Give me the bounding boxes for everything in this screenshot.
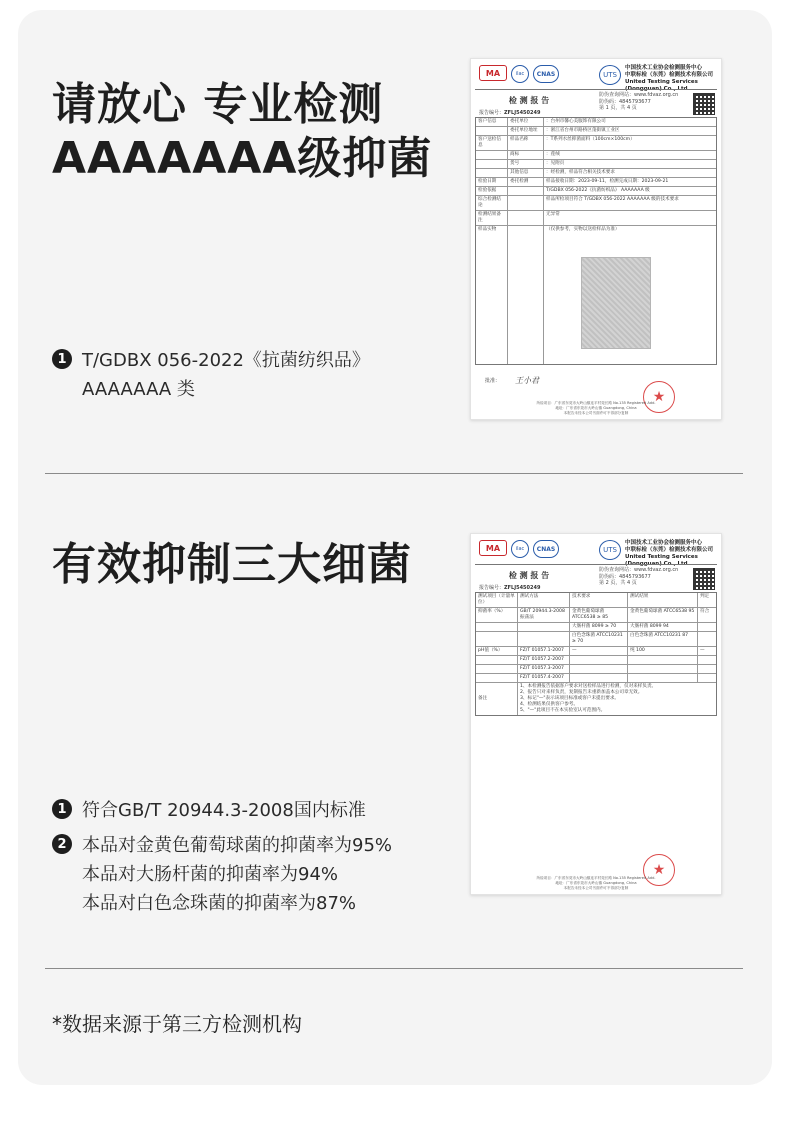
report-page: 第 1 页，共 4 页 [599,105,637,111]
table-cell: FZ/T 01057.2-2007 [518,656,570,664]
table-row [476,160,716,169]
table-cell: 检验日期 [476,178,508,186]
table-row [476,608,716,623]
footer-line: 本报告未经本公司书面许可不得部分复制 [563,886,629,890]
table-cell [508,196,544,210]
table-cell: ：浙江省台州市路桥区蓬街镇工业区 [546,128,620,133]
table-cell: ：莲绒 [546,152,560,157]
table-header-cell: 测试结果 [628,593,698,607]
table-cell: pH值（%） [476,647,518,655]
footer-line: 本报告未经本公司书面许可不得部分复制 [563,411,629,415]
table-cell: — [700,648,705,653]
ma-logo: MA [479,65,507,81]
table-cell [476,127,508,135]
table-cell: 样品所检项目符合 T/GDBX 056-2022 AAAAAAA 级的技术要求 [546,197,679,202]
qr-code-icon [693,93,715,115]
section1-point-1 [52,346,370,404]
org-name-en: United Testing Services [625,79,698,85]
signature: 王小君 [515,376,539,385]
table-cell: 大肠杆菌 8099 ≥ 70 [570,623,628,631]
cnas-logo: CNAS [533,65,559,83]
point-line: 本品对白色念珠菌的抑菌率为87% [82,893,357,914]
table-row [476,196,716,211]
table-row [476,665,716,674]
section1-headline [52,78,432,186]
table-cell: ：台州市馨心美服饰有限公司 [546,119,606,124]
report-info [599,92,678,112]
report-code: 防伪码：4845793677 [599,573,651,580]
table-cell [476,632,518,646]
table-cell: ：经检测，样品符合相关技术要求 [546,170,615,175]
table-cell [476,623,518,631]
table-cell [628,665,698,673]
uts-logo: UTS [599,65,621,85]
table-cell: 金黄色葡萄球菌 ATCC6538 ≥ 85 [570,608,628,622]
table-cell: 货号 [508,160,544,168]
table-row [476,169,716,178]
report-footer [471,401,721,416]
fabric-sample-image [581,257,651,349]
section-divider [45,968,743,969]
report-title: 检 测 报 告 [508,571,550,580]
org-name-en: United Testing Services [625,554,698,560]
table-cell: 样品实物 [476,226,508,364]
table-cell [476,674,518,682]
report-website: 防伪查询网站：www.fdvaz.org.cn [599,567,679,573]
report-number [479,584,540,591]
report-title: 检 测 报 告 [508,96,550,105]
note-line: 5、"—"此项目不在本实验室认可范围内。 [520,708,606,713]
table-row [476,656,716,665]
report-number-value: ZFLJ5450249 [504,585,541,591]
table-header-cell: 测试方法 [518,593,570,607]
report-info [599,567,678,587]
table-cell [570,665,628,673]
org-name-cn2: 中联标检（东莞）检测技术有限公司 [625,547,714,553]
table-cell [476,169,508,177]
table-row [476,178,716,187]
table-cell [698,632,716,646]
table-cell [518,623,570,631]
table-header-cell: 测试项目（计量单位） [476,593,518,607]
note-line: 3、标记"—"表示该项目标准或客户未提出要求。 [520,696,620,701]
table-cell [698,656,716,664]
footer-line: 地址：广东省东莞市大岭山镇 Guangdong, China [555,881,637,885]
table-cell [518,632,570,646]
official-stamp-icon: ★ [643,854,675,886]
section1-headline-line2: AAAAAAA级抑菌 [52,133,433,184]
point-line: T/GDBX 056-2022《抗菌纺织品》 [82,350,370,371]
table-cell: 无异常 [546,212,560,217]
number-badge-1: 1 [52,799,72,819]
report-website: 防伪查询网站：www.fdvaz.org.cn [599,92,679,98]
cnas-logo: CNAS [533,540,559,558]
table-cell: FZ/T 01057.4-2007 [518,674,570,682]
table-header-cell: 技术要求 [570,593,628,607]
table-cell [508,187,544,195]
table-header-cell: 判定 [700,594,710,599]
table-cell [476,160,508,168]
section-divider [45,473,743,474]
table-cell: 抑菌率（%） [476,608,518,622]
table-row [476,127,716,136]
table-cell: 样品名称 [508,136,544,150]
table-cell: ：见附页 [546,161,565,166]
ilac-logo: ilac [511,540,529,558]
ma-logo: MA [479,540,507,556]
uts-logo: UTS [599,540,621,560]
report-number-label: 报告编号： [479,585,505,591]
table-cell: 检测结果备注 [476,211,508,225]
report-page: 第 2 页，共 4 页 [599,580,637,586]
footer-line: 所检项目：广东省东莞市大岭山镇连平村莞长路 No.135 Registered Add. [536,401,656,405]
table-row [476,674,716,683]
test-report-page-2 [470,533,722,895]
table-cell [570,674,628,682]
table-row [476,136,716,151]
note-line: 4、检测结果仅供客户参考。 [520,702,579,707]
number-badge-1: 1 [52,349,72,369]
number-badge-2: 2 [52,834,72,854]
notes-label: 备注 [476,683,518,715]
point-line: 本品对大肠杆菌的抑菌率为94% [82,864,339,885]
table-cell: 纯 100 [628,647,698,655]
section2-points [52,796,392,918]
qr-code-icon [693,568,715,590]
org-name-cn: 中国技术工业协会检测服务中心 [625,65,703,71]
table-cell: T/GDBX 056-2022《抗菌纺织品》 AAAAAAA 级 [546,188,650,193]
table-cell: 白色念珠菌 ATCC10231 87 [628,632,698,646]
footer-line: 地址：广东省东莞市大岭山镇 Guangdong, China [555,406,637,410]
table-cell: FZ/T 01057.1-2007 [518,647,570,655]
table-cell [698,674,716,682]
table-cell [476,151,508,159]
report-number-label: 报告编号： [479,110,505,116]
notes-cell [518,683,716,715]
certification-logos [479,540,559,558]
table-cell: 商标 [508,151,544,159]
rule [475,564,717,565]
section2-point-1 [52,796,392,825]
section2-point-2 [52,831,392,918]
table-cell: 白色念珠菌 ATCC10231 ≥ 70 [570,632,628,646]
table-cell: 客户送检信息 [476,136,508,150]
official-stamp-icon: ★ [643,381,675,413]
table-cell [628,674,698,682]
table-row [476,118,716,127]
notes-row [476,683,716,715]
table-cell: （仅供参考，实物以送检样品为准） [546,227,620,232]
table-cell: 委托单位地址 [508,127,544,135]
table-row [476,623,716,632]
table-cell [508,211,544,225]
report-number [479,109,540,116]
table-cell: 综合检测结论 [476,196,508,210]
ilac-logo: ilac [511,65,529,83]
table-row [476,647,716,656]
signature-label: 批准： [485,378,501,384]
point-line: 符合GB/T 20944.3-2008国内标准 [82,800,366,821]
table-cell: 金黄色葡萄球菌 ATCC6538 95 [628,608,698,622]
data-source-footnote: *数据来源于第三方检测机构 [52,1012,302,1036]
section1-points [52,346,370,404]
table-row [476,187,716,196]
footer-line: 所检项目：广东省东莞市大岭山镇连平村莞长路 No.135 Registered Add. [536,876,656,880]
point-line: AAAAAAA 类 [82,379,195,400]
table-cell: 其他信息 [508,169,544,177]
table-cell: FZ/T 01057.3-2007 [518,665,570,673]
report-footer [471,876,721,891]
table-header-row [476,593,716,608]
section2-headline: 有效抑制三大细菌 [52,539,412,590]
table-cell: 客户信息 [476,118,508,126]
table-cell [570,656,628,664]
report-number-value: ZFLJ5450249 [504,110,541,116]
note-line: 1、本检测报告依据客户要求对送检样品进行检测，仅对来样负责。 [520,684,657,689]
table-row [476,211,716,226]
table-row [476,632,716,647]
certification-logos [479,65,559,83]
table-cell: 委托检测 [508,178,544,186]
table-cell [508,226,544,364]
point-line: 本品对金黄色葡萄球菌的抑菌率为95% [82,835,393,856]
table-cell: GB/T 20944.3-2008 振荡法 [518,608,570,622]
table-cell [698,665,716,673]
table-cell [476,665,518,673]
table-cell: 符合 [700,609,710,614]
table-cell: 检验依据 [476,187,508,195]
note-line: 2、报告只对来样负责，复制报告未重新加盖本公司章无效。 [520,690,643,695]
test-report-page-1 [470,58,722,420]
table-cell: ：T系列水丝抑菌面料（100cm×100cm） [546,137,635,142]
org-name-cn2: 中联标检（东莞）检测技术有限公司 [625,72,714,78]
table-cell: 委托单位 [508,118,544,126]
table-cell [628,656,698,664]
table-row [476,151,716,160]
section1-headline-line1: 请放心 专业检测 [52,79,384,130]
table-cell [698,623,716,631]
table-cell: 样品接收日期：2023-09-11，检测完成日期：2023-09-21 [546,179,669,184]
table-cell: — [570,647,628,655]
report-code: 防伪码：4845793677 [599,98,651,105]
org-name-cn: 中国技术工业协会检测服务中心 [625,540,703,546]
table-cell: 大肠杆菌 8099 94 [628,623,698,631]
results-table [475,592,717,716]
table-cell [476,656,518,664]
rule [475,89,717,90]
